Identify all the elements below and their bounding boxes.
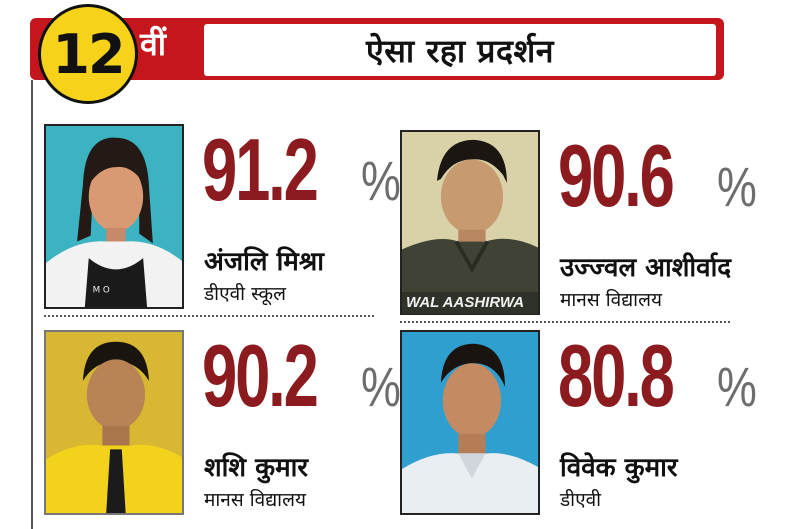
class-number: 12: [52, 22, 124, 86]
percent-sign: %: [717, 355, 758, 418]
divider: [400, 321, 730, 323]
school-name: मानस विद्यालय: [560, 289, 662, 311]
student-photo: [44, 330, 184, 515]
percent-value: 80.8: [558, 326, 673, 425]
photo-caption-strip: [402, 292, 538, 314]
student-photo: [400, 330, 540, 515]
student-name: उज्ज्वल आशीर्वाद: [560, 253, 732, 283]
class-suffix: वीं: [140, 25, 167, 63]
svg-text:M O: M O: [92, 285, 110, 296]
school-name: डीएवी स्कूल: [204, 283, 286, 305]
percentage-score: [558, 326, 767, 425]
percentage-score: [558, 126, 767, 225]
school-name: मानस विद्यालय: [204, 489, 306, 511]
header-title-box: [204, 24, 716, 76]
photo-caption: WAL AASHIRWA: [406, 294, 525, 311]
student-card: [44, 120, 402, 319]
student-card: [400, 326, 758, 525]
student-name: अंजलि मिश्रा: [204, 247, 324, 277]
percent-sign: %: [361, 355, 402, 418]
student-card: [44, 326, 402, 525]
percent-sign: %: [361, 149, 402, 212]
page-title: ऐसा रहा प्रदर्शन: [366, 31, 554, 70]
student-photo: [400, 130, 540, 315]
class-badge: [38, 4, 138, 104]
percent-sign: %: [717, 155, 758, 218]
percent-value: 91.2: [202, 120, 317, 219]
divider: [44, 315, 374, 317]
percent-value: 90.6: [558, 126, 673, 225]
student-photo: [44, 124, 184, 309]
school-name: डीएवी: [560, 489, 602, 511]
percentage-score: [202, 120, 411, 219]
student-name: शशि कुमार: [204, 453, 309, 483]
percentage-score: [202, 326, 411, 425]
left-rule: [31, 80, 33, 529]
student-name: विवेक कुमार: [560, 453, 678, 483]
percent-value: 90.2: [202, 326, 317, 425]
